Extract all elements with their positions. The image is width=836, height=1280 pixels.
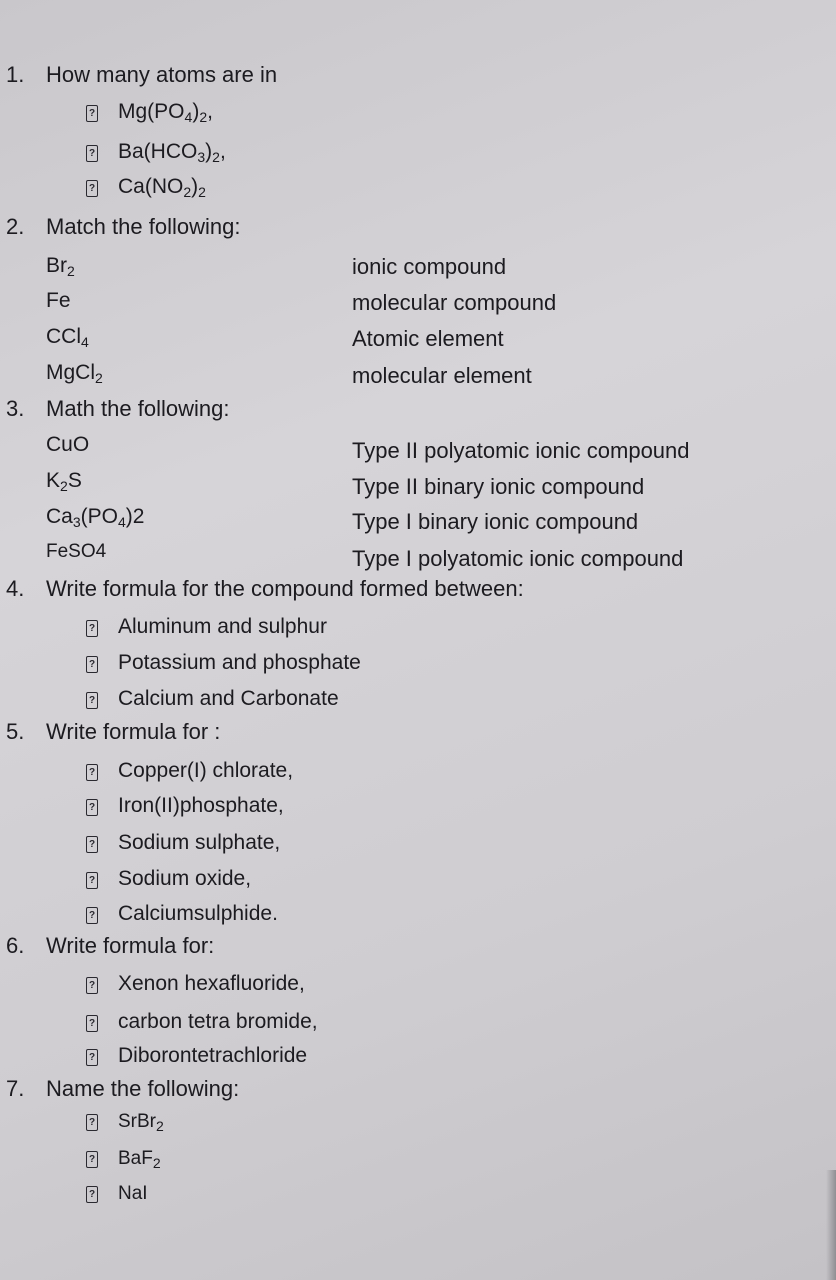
question-text: Match the following:: [46, 214, 241, 239]
question-4-heading: [6, 578, 524, 600]
match-right-item-4: molecular element: [352, 363, 532, 388]
formula: $Ca(NO_2)_2$: [118, 175, 206, 200]
question-7-item-3: ? NaI: [86, 1184, 148, 1203]
match-right-item-3: Type I binary ionic compound: [352, 509, 639, 534]
match-right-item-2: Type II binary ionic compound: [352, 474, 645, 499]
checkbox-placeholder-icon: ?: [86, 872, 98, 889]
match-left-item-1: $Br_2$: [46, 254, 75, 279]
checkbox-placeholder-icon: ?: [86, 836, 98, 853]
match-left-item-3: CCl$_4$: [46, 325, 89, 350]
checkbox-placeholder-icon: ?: [86, 620, 98, 637]
checkbox-placeholder-icon: ?: [86, 1049, 98, 1066]
question-2-heading: [6, 216, 240, 238]
question-3-heading: [6, 398, 229, 420]
match-left-item-3: $Ca_3(PO_4)2$: [46, 505, 145, 530]
question-number: 7.: [6, 1076, 25, 1101]
question-6-item-1: ? Xenon hexafluoride,: [86, 973, 305, 994]
question-number: 5.: [6, 719, 25, 744]
match-right-item-3: Atomic element: [352, 326, 504, 351]
page-edge-shadow: [826, 1170, 836, 1280]
question-4-item-3: ? Calcium and Carbonate: [86, 688, 339, 709]
match-right-item-4: Type I polyatomic ionic compound: [352, 546, 684, 571]
question-number: 2.: [6, 214, 25, 239]
question-text: Write formula for:: [46, 933, 215, 958]
checkbox-placeholder-icon: ?: [86, 907, 98, 924]
question-7-heading: [6, 1078, 239, 1100]
question-7-item-1: ? SrBr$_2$: [86, 1112, 164, 1131]
question-5-item-5: ? Calciumsulphide.: [86, 903, 278, 924]
question-number: 4.: [6, 576, 25, 601]
match-left-item-2: Fe: [46, 289, 71, 312]
question-1-item-3: [86, 175, 206, 200]
formula: $Mg(PO_4)_2$,: [118, 100, 213, 125]
question-text: Write formula for the compound formed between:: [46, 576, 524, 601]
match-right-item-1: Type II polyatomic ionic compound: [352, 438, 690, 463]
checkbox-placeholder-icon: ?: [86, 692, 98, 709]
question-text: Math the following:: [46, 396, 230, 421]
checkbox-placeholder-icon: ?: [86, 1186, 98, 1203]
match-right-item-2: molecular compound: [352, 290, 557, 315]
question-5-heading: [6, 721, 220, 743]
checkbox-placeholder-icon: ?: [86, 105, 98, 122]
checkbox-placeholder-icon: ?: [86, 1015, 98, 1032]
question-7-item-2: ? BaF$_2$: [86, 1149, 161, 1168]
checkbox-placeholder-icon: ?: [86, 656, 98, 673]
question-text: Write formula for :: [46, 719, 221, 744]
checkbox-placeholder-icon: ?: [86, 1114, 98, 1131]
question-4-item-2: ? Potassium and phosphate: [86, 652, 361, 673]
checkbox-placeholder-icon: ?: [86, 977, 98, 994]
question-1-item-1: [86, 100, 213, 125]
question-1-item-2: [86, 140, 226, 165]
checkbox-placeholder-icon: ?: [86, 145, 98, 162]
question-6-item-3: ? Diborontetrachloride: [86, 1045, 307, 1066]
question-text: Name the following:: [46, 1076, 240, 1101]
checkbox-placeholder-icon: ?: [86, 180, 98, 197]
checkbox-placeholder-icon: ?: [86, 1151, 98, 1168]
question-number: 1.: [6, 62, 25, 87]
question-6-item-2: ? carbon tetra bromide,: [86, 1011, 318, 1032]
match-right-item-1: ionic compound: [352, 254, 507, 279]
question-5-item-1: ? Copper(I) chlorate,: [86, 760, 293, 781]
checkbox-placeholder-icon: ?: [86, 764, 98, 781]
match-left-item-4: MgCl$_2$: [46, 361, 103, 386]
match-left-item-1: CuO: [46, 433, 90, 456]
match-left-item-2: $K_2S$: [46, 469, 82, 494]
question-5-item-3: ? Sodium sulphate,: [86, 832, 280, 853]
question-number: 3.: [6, 396, 25, 421]
checkbox-placeholder-icon: ?: [86, 799, 98, 816]
question-5-item-4: ? Sodium oxide,: [86, 868, 251, 889]
question-5-item-2: ? Iron(II)phosphate,: [86, 795, 284, 816]
question-1-heading: [6, 64, 277, 86]
question-number: 6.: [6, 933, 25, 958]
match-left-item-4: FeSO4: [46, 541, 107, 562]
question-6-heading: [6, 935, 214, 957]
question-text: How many atoms are in: [46, 62, 278, 87]
question-4-item-1: ? Aluminum and sulphur: [86, 616, 327, 637]
formula: $Ba(HCO_3)_2$,: [118, 140, 226, 165]
